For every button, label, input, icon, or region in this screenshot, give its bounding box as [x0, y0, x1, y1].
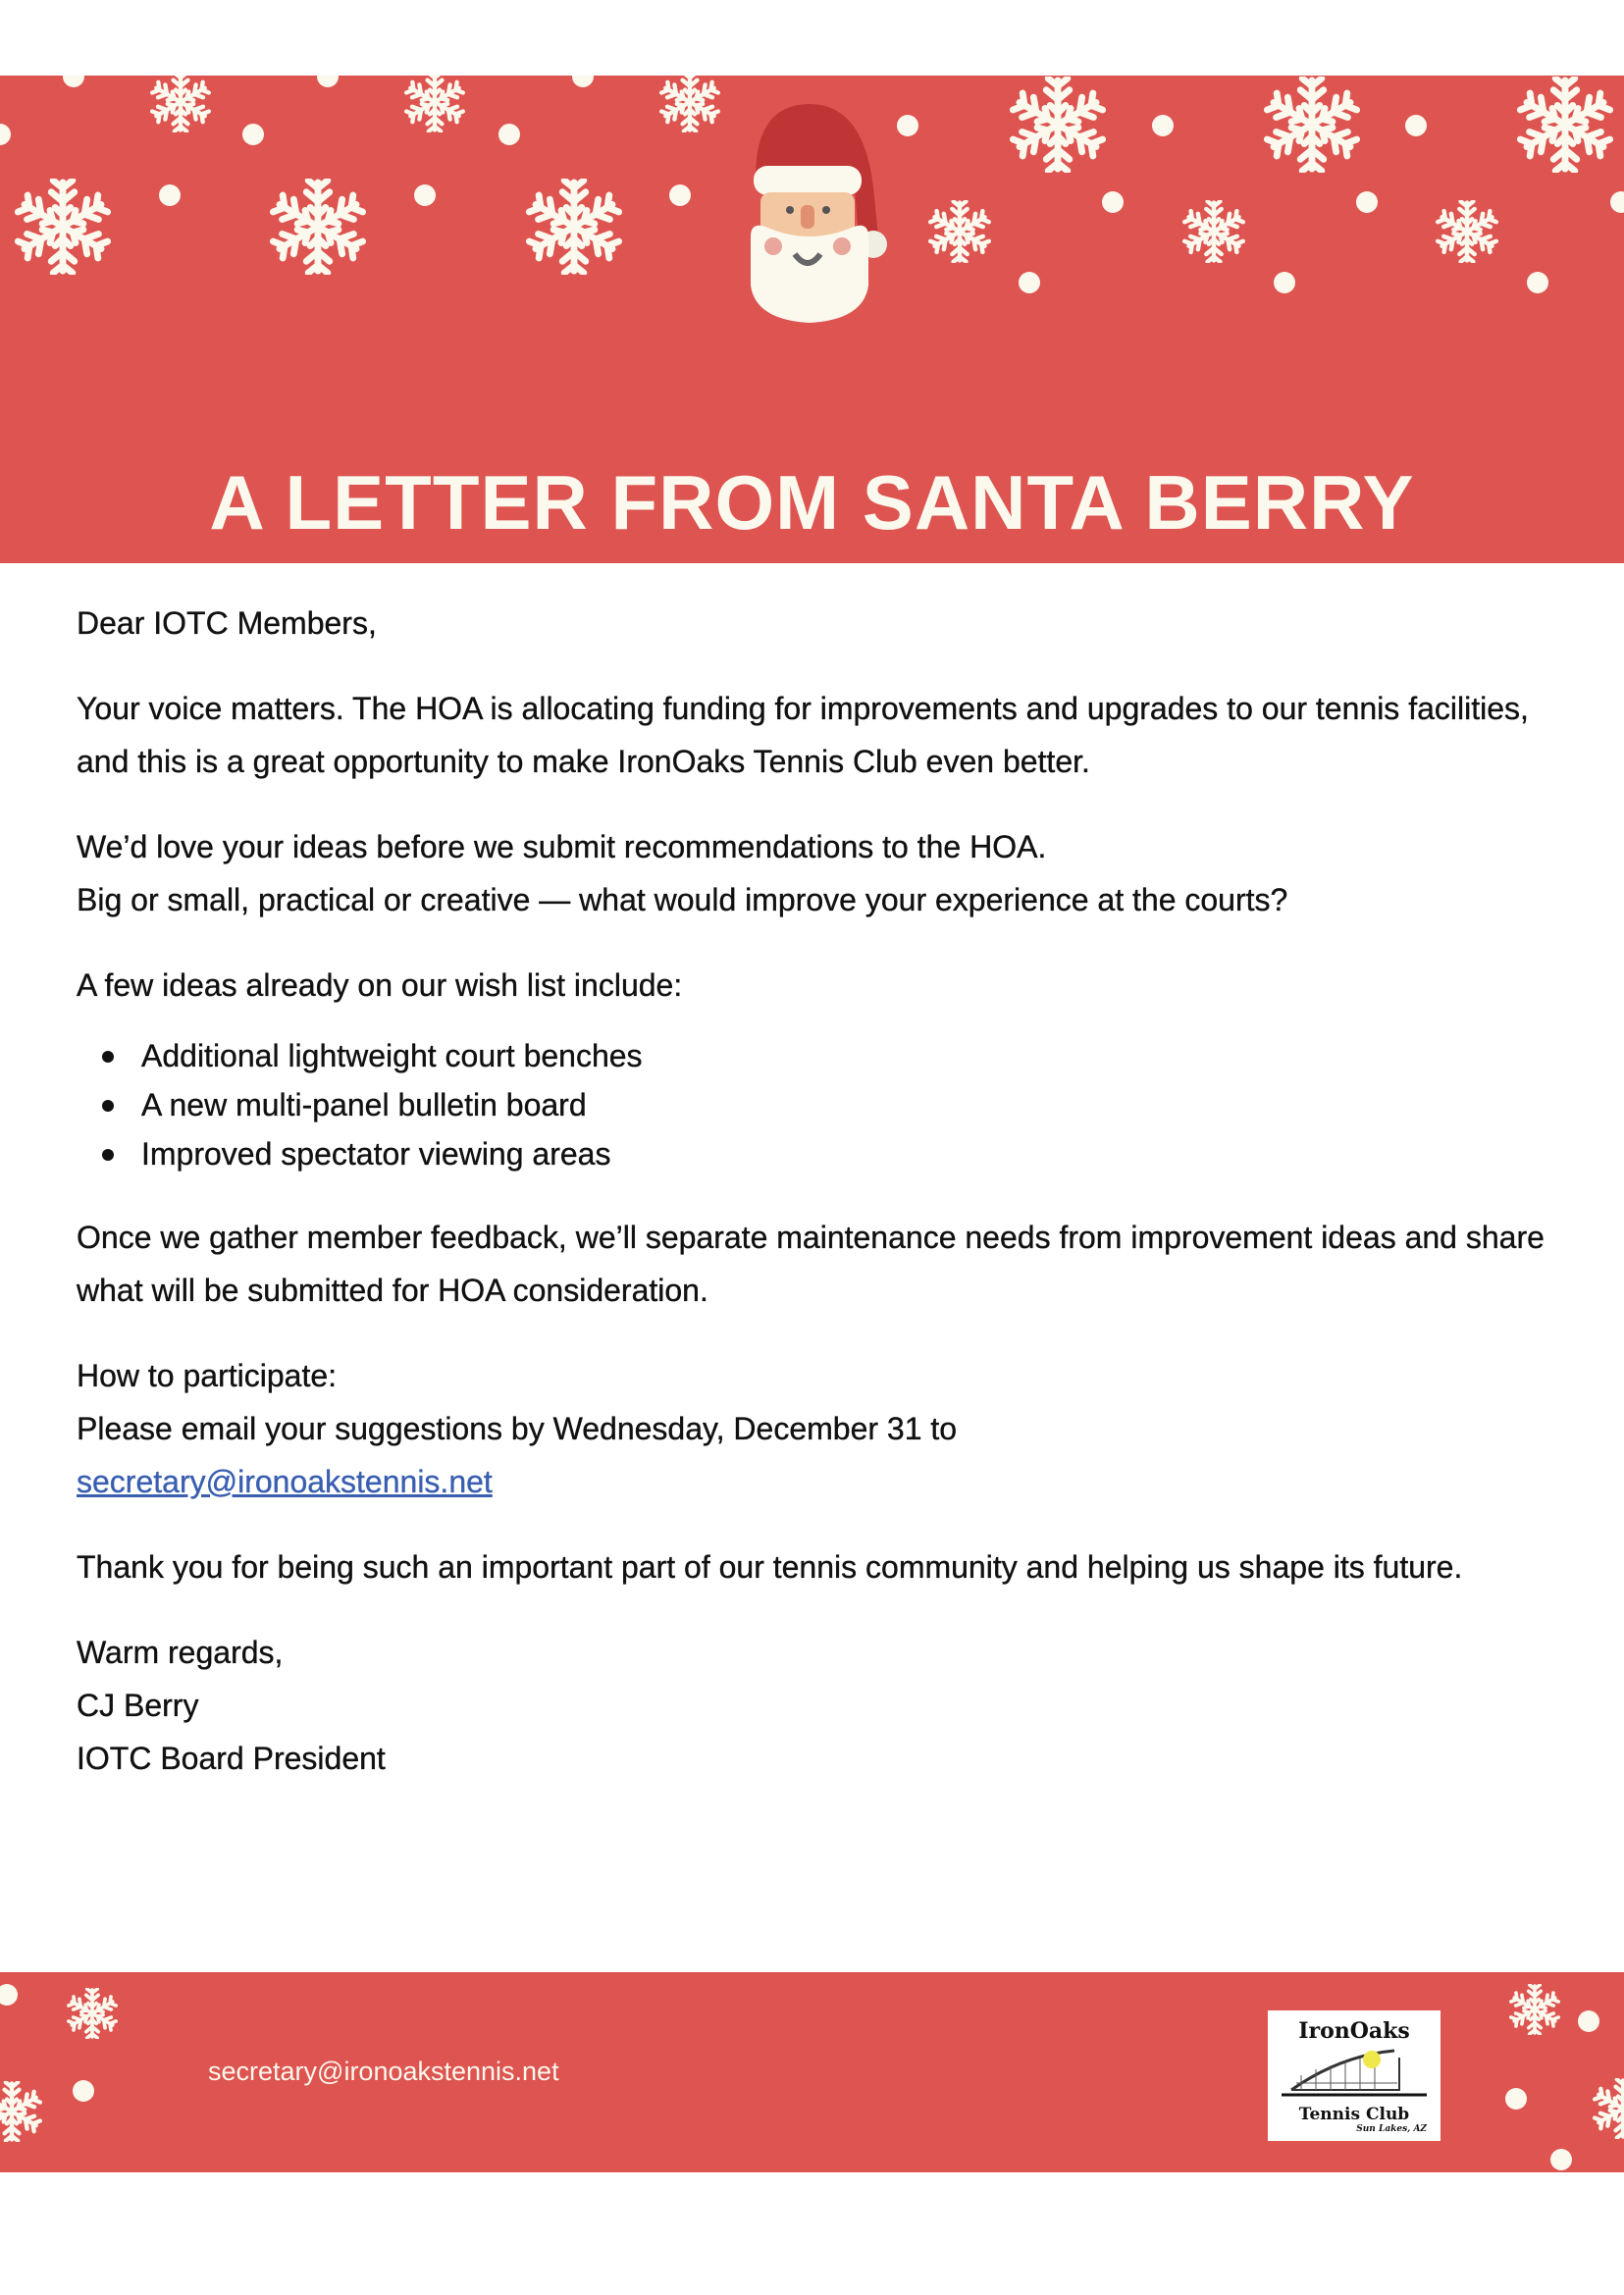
footer-banner — [0, 1972, 1624, 2172]
snowflake-icon — [404, 76, 465, 132]
snowflake-icon — [270, 179, 366, 275]
snow-dot — [63, 76, 84, 87]
email-link[interactable]: secretary@ironoakstennis.net — [77, 1464, 493, 1499]
snowflake-icon — [1517, 77, 1613, 173]
ideas-line-1: We’d love your ideas before we submit recommendations to the HOA. — [77, 829, 1047, 864]
snow-dot — [242, 124, 264, 145]
snow-dot — [0, 124, 11, 145]
snowflake-icon — [67, 1988, 118, 2039]
snowflake-icon — [526, 179, 622, 275]
logo-line-1: IronOaks — [1298, 2018, 1410, 2044]
snow-dot — [414, 184, 436, 206]
snow-dot — [159, 184, 181, 206]
snowflake-icon — [150, 76, 211, 132]
snowflake-icon — [15, 179, 111, 275]
participate-text: Please email your suggestions by Wednesday, December 31 to — [77, 1411, 958, 1446]
paragraph-intro: Your voice matters. The HOA is allocating funding for improvements and upgrades to our tennis facilities, and this is a great opportunity to make IronOaks Tennis Club even better. — [77, 691, 1529, 779]
greeting: Dear IOTC Members, — [77, 605, 377, 641]
footer-email: secretary@ironoakstennis.net — [208, 2057, 559, 2086]
snowflake-icon — [0, 2081, 42, 2142]
snow-dot — [1152, 115, 1174, 136]
snowflake-icon — [659, 76, 720, 132]
snowflake-icon — [1436, 200, 1498, 263]
ironoaks-logo — [1268, 2010, 1441, 2141]
snow-dot — [1578, 2010, 1599, 2032]
ideas-line-2: Big or small, practical or creative — what would improve your experience at the courts? — [77, 882, 1288, 917]
snow-dot — [1550, 2149, 1572, 2170]
list-item: Improved spectator viewing areas — [77, 1129, 1548, 1178]
snow-dot — [498, 124, 520, 145]
snow-dot — [1610, 191, 1624, 213]
paragraph-participate — [77, 1349, 1548, 1508]
signer-name: CJ Berry — [77, 1688, 199, 1723]
snowflake-icon — [1264, 77, 1360, 173]
snowflake-icon — [1182, 200, 1245, 263]
participate-heading: How to participate: — [77, 1358, 338, 1393]
tennis-court-icon — [1282, 2046, 1427, 2101]
snow-dot — [572, 76, 594, 87]
snowflake-icon — [1509, 1984, 1560, 2035]
snow-dot — [0, 1984, 18, 2006]
snow-dot — [1505, 2088, 1527, 2110]
paragraph-thanks: Thank you for being such an important part of our tennis community and helping us shape its future. — [77, 1549, 1463, 1585]
snow-dot — [73, 2080, 94, 2102]
snow-dot — [317, 76, 339, 87]
snowflake-icon — [928, 200, 991, 263]
logo-line-2: Tennis Club — [1298, 2105, 1410, 2124]
snow-dot — [1527, 272, 1548, 293]
list-item: Additional lightweight court benches — [77, 1031, 1548, 1080]
paragraph-wishlist-intro: A few ideas already on our wish list include: — [77, 967, 683, 1003]
paragraph-feedback: Once we gather member feedback, we’ll separate maintenance needs from improvement ideas and share what will be submitted for HOA consideration. — [77, 1220, 1545, 1308]
closing: Warm regards, — [77, 1635, 284, 1670]
letter-body — [77, 597, 1548, 1817]
header-banner — [0, 76, 1624, 563]
signature-block — [77, 1626, 1548, 1785]
santa-illustration — [716, 99, 903, 327]
snow-dot — [1274, 272, 1295, 293]
snow-dot — [669, 184, 691, 206]
snow-dot — [1102, 191, 1124, 213]
snowflake-icon — [1593, 2078, 1624, 2139]
logo-line-3: Sun Lakes, AZ — [1356, 2124, 1427, 2134]
snow-dot — [1356, 191, 1378, 213]
page-title: A LETTER FROM SANTA BERRY — [209, 459, 1415, 546]
snowflake-icon — [1010, 77, 1106, 173]
snow-dot — [1019, 272, 1040, 293]
snow-dot — [897, 115, 918, 136]
wishlist — [77, 1031, 1548, 1178]
signer-title: IOTC Board President — [77, 1741, 386, 1776]
list-item: A new multi-panel bulletin board — [77, 1080, 1548, 1129]
paragraph-ideas — [77, 820, 1548, 926]
snow-dot — [1405, 115, 1427, 136]
